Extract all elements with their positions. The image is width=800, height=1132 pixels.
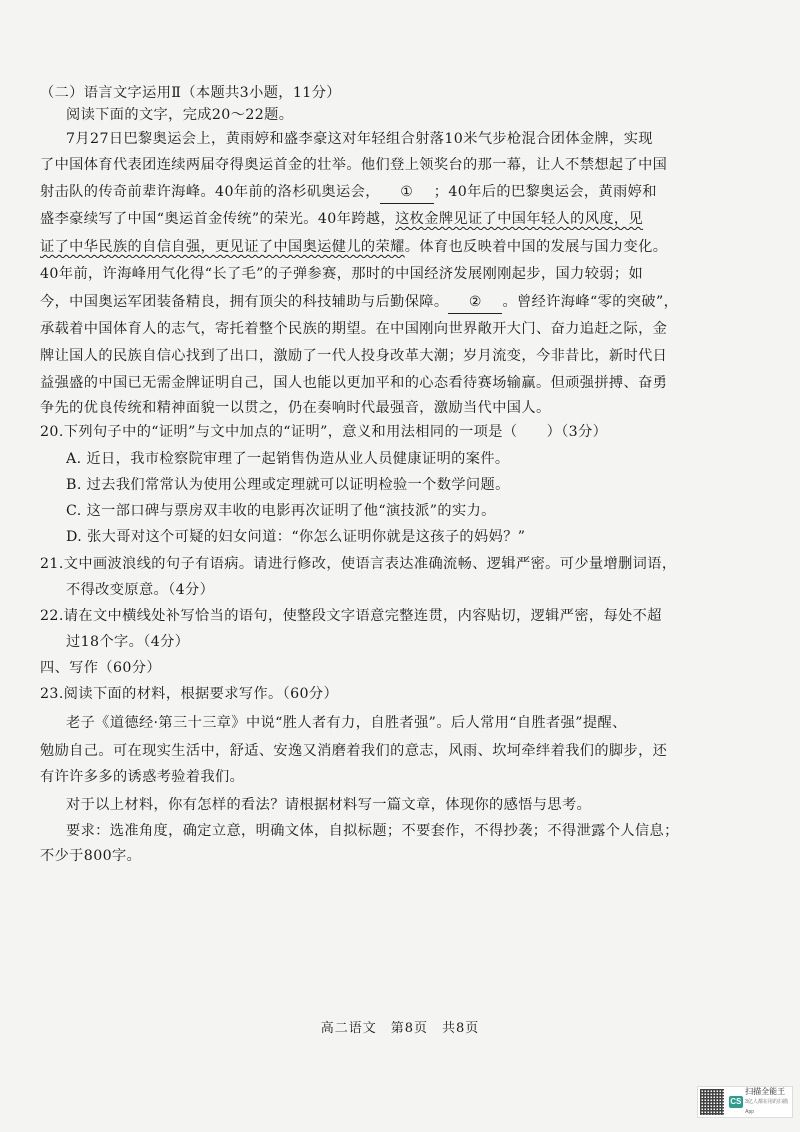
option-b: B. 过去我们常常认为使用公理或定理就可以证明检验一个数学问题。 [66, 477, 510, 493]
section-title: （二）语言文字运用Ⅱ（本题共3小题，11分） [40, 85, 341, 101]
requirement-line: 要求：选准角度，确定立意，明确文体，自拟标题；不要套作，不得抄袭；不得泄露个人信息； [66, 823, 679, 839]
qr-code-icon [700, 1089, 724, 1115]
passage-line: 7月27日巴黎奥运会上，黄雨婷和盛李豪这对年轻组合射落10米气步枪混合团体金牌，实现 [66, 131, 653, 147]
passage-line: 争先的优良传统和精神面貌一以贯之，仍在奏响时代最强音，激励当代中国人。 [40, 400, 551, 416]
question-22: 过18个字。（4分） [66, 634, 190, 650]
option-c: C. 这一部口碑与票房双丰收的电影再次证明了他“演技派”的实力。 [66, 503, 496, 519]
scanner-name: 扫描全能王 [745, 1087, 786, 1096]
question-20-stem: 20.下列句子中的“证明”与文中加点的“证明”，意义和用法相同的一项是（ ）（3分） [40, 424, 608, 440]
question-22: 22.请在文中横线处补写恰当的语句，使整段文字语意完整连贯，内容贴切，逻辑严密，每处不超 [40, 608, 662, 624]
passage-line: 承载着中国体育人的志气，寄托着整个民族的期望。在中国刚向世界敞开大门、奋力追赶之际，金 [40, 321, 668, 337]
passage-line: 了中国体育代表团连续两届夺得奥运首金的壮举。他们登上领奖台的那一幕，让人不禁想起了中国 [40, 157, 668, 173]
material-line: 老子《道德经·第三十三章》中说“胜人者有力，自胜者强”。后人常用“自胜者强”提醒、 [66, 715, 627, 731]
blank-1: ① [380, 181, 434, 204]
blank-2: ② [448, 291, 502, 314]
passage-text: 。曾经许海峰“零的突破”， [502, 294, 679, 310]
passage-line: 牌让国人的民族自信心找到了出口，激励了一代人投身改革大潮；岁月流变，今非昔比，新时代日 [40, 348, 668, 364]
question-21: 不得改变原意。（4分） [66, 582, 215, 598]
passage-text: ；40年后的巴黎奥运会，黄雨婷和 [433, 184, 657, 200]
writing-section-title: 四、写作（60分） [40, 660, 161, 676]
scanner-watermark [697, 1086, 793, 1118]
prompt-line: 对于以上材料，你有怎样的看法？请根据材料写一篇文章，体现你的感悟与思考。 [66, 797, 592, 813]
instruction: 阅读下面的文字，完成20～22题。 [66, 107, 294, 123]
passage-line [40, 181, 780, 204]
wavy-underlined-sentence: 这枚金牌见证了中国年轻人的风度，见 [395, 211, 644, 227]
passage-line: 益强盛的中国已无需金牌证明自己，国人也能以更加平和的心态看待赛场输赢。但顽强拼搏、奋勇 [40, 375, 668, 391]
passage-line: 40年前，许海峰用气化得“长了毛”的子弹参赛，那时的中国经济发展刚刚起步，国力较弱；如 [40, 266, 644, 282]
page-footer: 高二语文 第8页 共8页 [320, 1021, 480, 1036]
scanner-tagline: 3亿人都在用的扫描App [745, 1099, 788, 1115]
passage-line [40, 236, 780, 258]
passage-text: 盛李豪续写了中国“奥运首金传统”的荣光。40年跨越， [40, 211, 396, 227]
question-21: 21.文中画波浪线的句子有语病。请进行修改，使语言表达准确流畅、逻辑严密。可少量增删词语， [40, 556, 677, 572]
passage-text: 今，中国奥运军团装备精良，拥有顶尖的科技辅助与后勤保障。 [40, 294, 449, 310]
requirement-line: 不少于800字。 [40, 848, 142, 864]
passage-line [40, 208, 780, 230]
material-line: 勉励自己。可在现实生活中，舒适、安逸又消磨着我们的意志，风雨、坎坷牵绊着我们的脚步，还 [40, 743, 668, 759]
camscanner-logo-icon: CS [730, 1097, 742, 1106]
question-23-stem: 23.阅读下面的材料，根据要求写作。（60分） [40, 686, 339, 702]
option-d: D. 张大哥对这个可疑的妇女问道：“你怎么证明你就是这孩子的妈妈？” [66, 529, 526, 545]
passage-line [40, 291, 780, 314]
material-line: 有许许多多的诱惑考验着我们。 [40, 769, 245, 785]
passage-text: 。体育也反映着中国的发展与国力变化。 [404, 239, 668, 255]
wavy-underlined-sentence: 证了中华民族的自信自强，更见证了中国奥运健儿的荣耀 [40, 239, 405, 255]
passage-text: 射击队的传奇前辈许海峰。40年前的洛杉矶奥运会， [40, 184, 380, 200]
option-a: A. 近日，我市检察院审理了一起销售伪造从业人员健康证明的案件。 [66, 451, 510, 467]
